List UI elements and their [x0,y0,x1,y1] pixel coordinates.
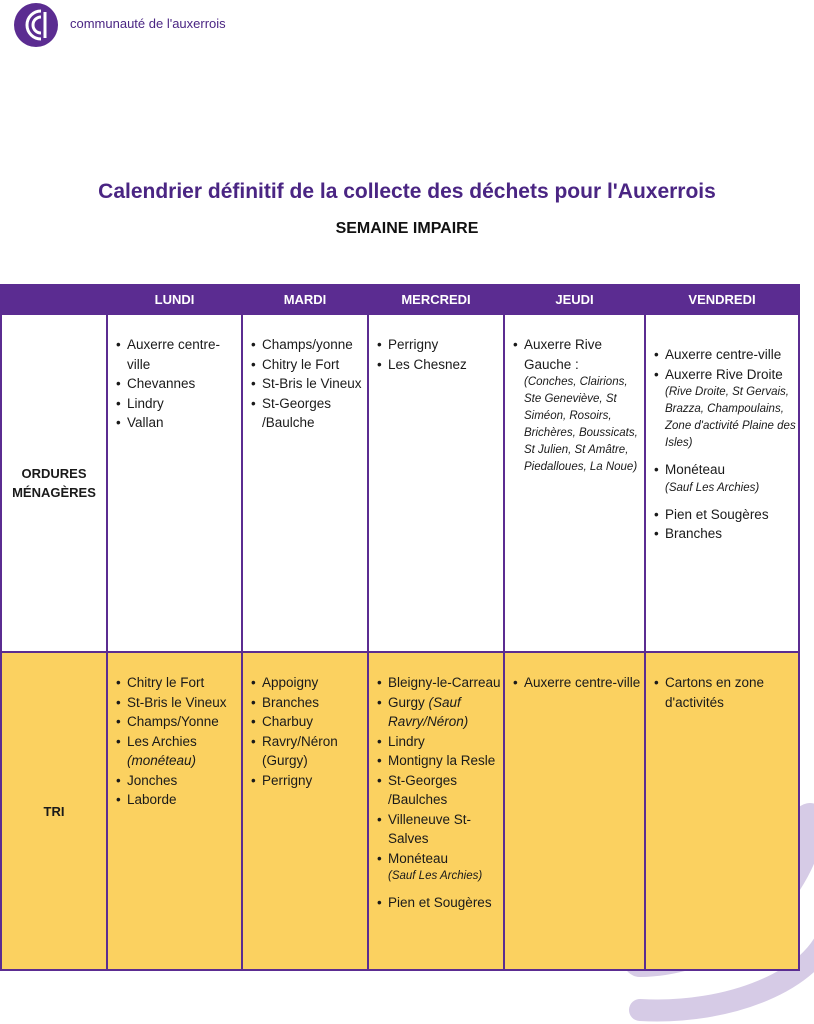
item-note: (Sauf Ravry/Néron) [388,694,469,729]
item-text: Gurgy [388,694,425,710]
collection-calendar-table [0,284,800,971]
list-item: • St-Georges /Baulche [243,394,367,433]
header-empty [1,285,107,314]
list-item [646,365,798,453]
list-item: • Chevannes [108,374,241,394]
list-item: • Perrigny [243,771,367,791]
list-item: • Cartons en zone d'activités [646,673,798,712]
list-item: • Champs/Yonne [108,712,241,732]
cell-tri-lundi [107,652,242,970]
list-item: • Les Chesnez [369,355,503,375]
list-item: • Bleigny-le-Carreau [369,673,503,693]
item-note: (monéteau) [127,753,197,768]
item-text: Les Archies [127,733,197,749]
list-item: • Lindry [108,394,241,414]
list-item: • Montigny la Resle [369,751,503,771]
list-item: • Appoigny [243,673,367,693]
cell-tri-jeudi [504,652,645,970]
cell-tri-vendredi [645,652,799,970]
header-jeudi: JEUDI [504,285,645,314]
item-note: (Rive Droite, St Gervais, Brazza, Champoulains, Zone d'activité Plaine des Isles) [665,386,796,449]
list-item: • Charbuy [243,712,367,732]
list-item: • Lindry [369,732,503,752]
list-item: • Pien et Sougères [646,505,798,525]
item-text: Monéteau [388,850,449,866]
table-row-tri [1,652,799,970]
list-item: • Jonches [108,771,241,791]
header-mercredi: MERCREDI [368,285,504,314]
list-item: • St-Bris le Vineux [108,693,241,713]
list-item: • Laborde [108,790,241,810]
communaute-logo-icon [12,2,62,48]
cell-ordures-vendredi [645,314,799,652]
list-item: • Branches [243,693,367,713]
row-label-ordures-line2: MÉNAGÈRES [12,485,96,500]
list-item: • Branches [646,524,798,544]
item-text: Auxerre Rive Gauche : [524,337,603,372]
list-item: • Auxerre centre-ville [108,335,241,374]
cell-ordures-lundi [107,314,242,652]
cell-tri-mardi [242,652,368,970]
item-note: (Conches, Clairions, Ste Geneviève, St Siméon, Rosoirs, Brichères, Boussicats, St Julien, St Amâtre, Piedalloues, La Noue) [524,376,638,473]
header-mardi: MARDI [242,285,368,314]
list-item: • Auxerre centre-ville [505,673,644,693]
list-item [505,335,644,476]
list-item [369,849,503,886]
brand-name: communauté de l'auxerrois [70,16,226,31]
row-label-ordures-line1: ORDURES [21,466,87,481]
header-lundi: LUNDI [107,285,242,314]
item-text: Auxerre Rive Droite [665,366,783,382]
item-note: (Sauf Les Archies) [388,870,483,882]
list-item: • St-Georges /Baulches [369,771,503,810]
header-vendredi: VENDREDI [645,285,799,314]
list-item: • Chitry le Fort [243,355,367,375]
cell-tri-mercredi [368,652,504,970]
page-subtitle: SEMAINE IMPAIRE [335,220,479,237]
list-item: • Champs/yonne [243,335,367,355]
list-item: • Vallan [108,413,241,433]
table-row-ordures-menageres [1,314,799,652]
item-note: (Sauf Les Archies) [665,481,760,494]
list-item: • Villeneuve St-Salves [369,810,503,849]
cell-ordures-mardi [242,314,368,652]
list-item: • St-Bris le Vineux [243,374,367,394]
list-item [108,732,241,771]
cell-ordures-jeudi [504,314,645,652]
list-item: • Auxerre centre-ville [646,345,798,365]
list-item: • Chitry le Fort [108,673,241,693]
page-title: Calendrier définitif de la collecte des déchets pour l'Auxerrois [98,180,716,203]
item-text: Monéteau [665,462,726,477]
list-item: • Ravry/Néron (Gurgy) [243,732,367,771]
list-item [646,460,798,497]
row-label-ordures [1,314,107,652]
table-header-row [1,285,799,314]
row-label-tri: TRI [1,652,107,970]
list-item: • Pien et Sougères [369,893,503,913]
list-item [369,693,503,732]
list-item: • Perrigny [369,335,503,355]
cell-ordures-mercredi [368,314,504,652]
